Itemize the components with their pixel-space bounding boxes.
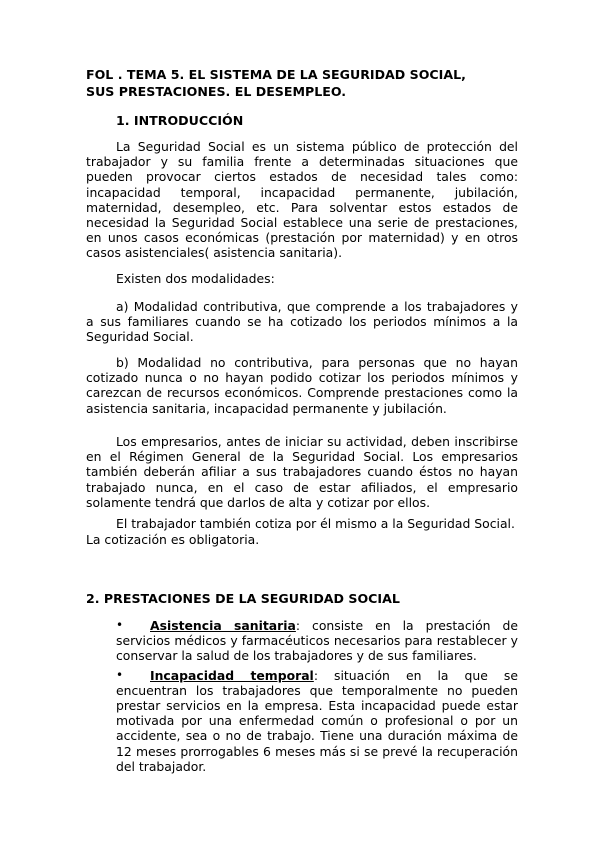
intro-paragraph: La Seguridad Social es un sistema público de protección del trabajador y su familia frente a determinadas situaciones que pueden provocar ciertos estados de necesidad tales como: incapacidad temporal, incapacidad permanente, jubilación, maternidad, desempleo, etc. Para solventar estos estados de necesidad la Seguridad Social establece una serie de prestaciones, en unos casos económicas (prestación por maternidad) y en otros casos asistenciales( asistencia sanitaria). [86,139,518,261]
document-title [86,66,526,100]
section-2-heading: 2. PRESTACIONES DE LA SEGURIDAD SOCIAL [86,591,400,606]
employers-paragraph: Los empresarios, antes de iniciar su actividad, deben inscribirse en el Régimen General de la Seguridad Social. Los empresarios también deberán afiliar a sus trabajadores cuando éstos no hayan trabajado nunca, en el caso de estar afiliados, el empresario solamente tendrá que darlos de alta y cotizar por ellos. [86,434,518,510]
definition-incapacidad-temporal: : situación en la que se encuentran los trabajadores que temporalmente no pueden prestar servicios en la empresa. Esta incapacidad puede estar motivada por una enfermedad común o profesional o por un accidente, sea o no de trabajo. Tiene una duración máxima de 12 meses prorrogables 6 meses más si se prevé la recuperación del trabajador. [116,667,518,774]
modalities-paragraph: Existen dos modalidades: [116,271,275,286]
title-line-1: FOL . TEMA 5. EL SISTEMA DE LA SEGURIDAD SOCIAL, [86,67,466,82]
list-item-asistencia-sanitaria [116,618,518,664]
worker-contribution-paragraph: El trabajador también cotiza por él mismo a la Seguridad Social. [116,516,515,531]
term-asistencia-sanitaria: Asistencia sanitaria [150,618,296,633]
mandatory-contribution-paragraph: La cotización es obligatoria. [86,532,260,547]
title-line-2: SUS PRESTACIONES. EL DESEMPLEO. [86,84,347,99]
section-1-heading: 1. INTRODUCCIÓN [116,113,244,128]
bullet-icon: • [116,667,124,682]
term-incapacidad-temporal: Incapacidad temporal [150,667,314,683]
non-contributive-paragraph: b) Modalidad no contributiva, para personas que no hayan cotizado nunca o no hayan podido cotizar los periodos mínimos y carezcan de recursos económicos. Comprende prestaciones como la asistencia sanitaria, incapacidad permanente y jubilación. [86,355,518,416]
bullet-icon: • [116,618,124,632]
list-item-incapacidad-temporal [116,668,518,774]
contributive-paragraph: a) Modalidad contributiva, que comprende a los trabajadores y a sus familiares cuando se ha cotizado los periodos mínimos a la Seguridad Social. [86,299,518,345]
benefits-list [116,618,518,774]
definition-asistencia-sanitaria: : consiste en la prestación de servicios médicos y farmacéuticos necesarios para restablecer y conservar la salud de los trabajadores y de sus familiares. [116,618,519,664]
